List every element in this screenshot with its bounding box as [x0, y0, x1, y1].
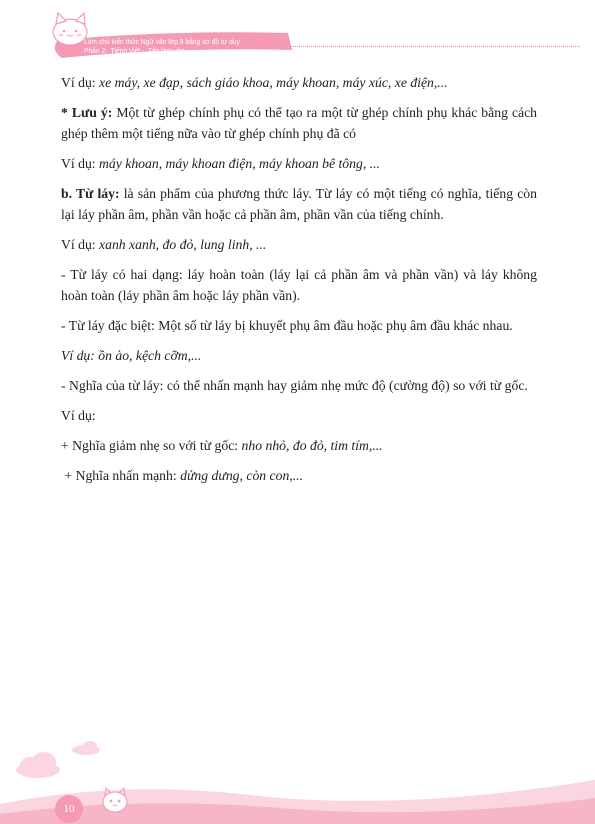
- page-footer: [0, 740, 595, 824]
- paragraph-two-types: [61, 264, 537, 306]
- example-text: dửng dưng, còn con,...: [180, 468, 304, 483]
- section-heading: b. Từ láy:: [61, 186, 120, 201]
- example-label: Ví dụ:: [61, 408, 96, 423]
- cloud-icon: [16, 741, 100, 778]
- header-text: [84, 37, 240, 55]
- header-section-a: Tiếng Việt -: [110, 46, 145, 55]
- paragraph-special: [61, 315, 537, 336]
- body-text: - Từ láy có hai dạng: láy hoàn toàn (láy lại cả phần âm và phần vần) và láy không hoàn toàn (láy phần âm hoặc láy phần vần).: [61, 267, 537, 303]
- example-label: Ví dụ:: [61, 75, 100, 90]
- paragraph-emphasis-meaning: [61, 465, 537, 486]
- paragraph-reduced-meaning: [61, 435, 537, 456]
- header-book-title: Làm chủ kiến thức Ngữ văn lớp 9 bằng sơ đồ tư duy: [84, 37, 240, 46]
- body-text: - Nghĩa của từ láy: có thể nhấn mạnh hay giảm nhẹ mức độ (cường độ) so với từ gốc.: [61, 378, 528, 393]
- page-number: 10: [55, 795, 83, 823]
- example-text: xe máy, xe đạp, sách giáo khoa, máy khoan, máy xúc, xe điện,...: [99, 75, 448, 90]
- example-text: xanh xanh, đo đỏ, lung linh, ...: [99, 237, 267, 252]
- cat-mascot-icon: [53, 13, 87, 45]
- paragraph-note: [61, 102, 537, 144]
- note-text: Một từ ghép chính phụ có thể tạo ra một từ ghép chính phụ khác bằng cách ghép thêm một tiếng nữa vào từ ghép chính phụ đã có: [61, 105, 538, 141]
- header-section: [84, 46, 240, 55]
- page-content: [61, 72, 537, 495]
- example-label: Ví dụ:: [61, 156, 100, 171]
- paragraph-example-2: [61, 153, 537, 174]
- list-label: + Nghĩa giảm nhẹ so với từ gốc:: [61, 438, 242, 453]
- example-text: máy khoan, máy khoan điện, máy khoan bê tông, ...: [99, 156, 380, 171]
- paragraph-example-3: [61, 234, 537, 255]
- paragraph-example-5: [61, 405, 537, 426]
- note-label: * Lưu ý:: [61, 105, 113, 120]
- definition-text: là sản phẩm của phương thức láy. Từ láy có một tiếng có nghĩa, tiếng còn lại láy phần âm, phần vần hoặc cả phần âm, phần vần của tiếng chính.: [61, 186, 537, 222]
- page-header: [0, 0, 595, 78]
- example-text: Ví dụ: ồn ào, kệch cỡm,...: [61, 348, 202, 363]
- paragraph-example-1: [61, 72, 537, 93]
- list-label: + Nghĩa nhấn mạnh:: [61, 468, 181, 483]
- example-text: nho nhỏ, đo đỏ, tim tím,...: [241, 438, 383, 453]
- paragraph-example-4: [61, 345, 537, 366]
- paragraph-tu-lay-definition: [61, 183, 537, 225]
- header-section-b: Tập làm văn: [147, 46, 185, 55]
- header-dotted-divider: [290, 46, 580, 47]
- paragraph-meaning: [61, 375, 537, 396]
- header-part: Phần 2:: [84, 46, 108, 55]
- example-label: Ví dụ:: [61, 237, 100, 252]
- body-text: - Từ láy đặc biệt: Một số từ láy bị khuyết phụ âm đầu hoặc phụ âm đầu khác nhau.: [61, 318, 513, 333]
- footer-wave-graphic: [0, 740, 595, 824]
